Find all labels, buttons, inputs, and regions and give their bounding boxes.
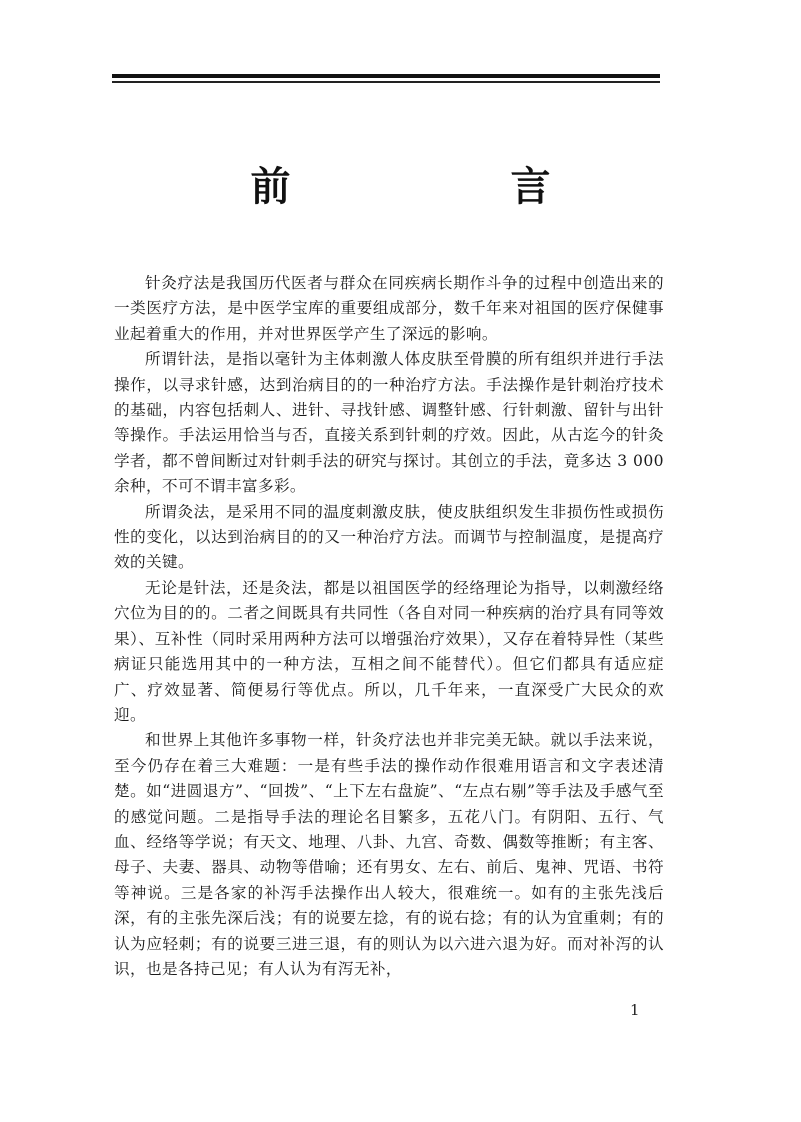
page-title: 前 言 bbox=[250, 163, 641, 210]
paragraph-4: 无论是针法，还是灸法，都是以祖国医学的经络理论为指导，以刺激经络穴位为目的的。二者之间既具有共同性（各自对同一种疾病的治疗具有同等效果）、互补性（同时采用两种方法可以增强治疗效果），又存在着特异性（某些病证只能选用其中的一种方法，互相之间不能替代）。但它们都具有适应症广、疗效显著、简便易行等优点。所以，几千年来，一直深受广大民众的欢迎。 bbox=[114, 578, 664, 724]
paragraph-1: 针灸疗法是我国历代医者与群众在同疾病长期作斗争的过程中创造出来的一类医疗方法，是中医学宝库的重要组成部分，数千年来对祖国的医疗保健事业起着重大的作用，并对世界医学产生了深远的影响。 bbox=[114, 274, 664, 343]
body-text bbox=[114, 271, 664, 982]
paragraph-5: 和世界上其他许多事物一样，针灸疗法也并非完美无缺。就以手法来说，至今仍存在着三大难题：一是有些手法的操作动作很难用语言和文字表述清楚。如“进圆退方”、“回拨”、“上下左右盘旋”、“左点右剔”等手法及手感气至的感觉问题。二是指导手法的理论名目繁多，五花八门。有阴阳、五行、气血、经络等学说；有天文、地理、八卦、九宫、奇数、偶数等推断；有主客、母子、夫妻、器具、动物等借喻；还有男女、左右、前后、鬼神、咒语、书符等神说。三是各家的补泻手法操作出人较大，很难统一。如有的主张先浅后深，有的主张先深后浅；有的说要左捻，有的说右捻；有的认为宜重刺；有的认为应轻刺；有的说要三进三退，有的则认为以六进六退为好。而对补泻的认识，也是各持己见；有人认为有泻无补， bbox=[114, 731, 664, 978]
header-rule-thick bbox=[112, 74, 660, 78]
paragraph-3: 所谓灸法，是采用不同的温度刺激皮肤，使皮肤组织发生非损伤性或损伤性的变化，以达到治病目的的又一种治疗方法。而调节与控制温度，是提高疗效的关键。 bbox=[114, 502, 664, 572]
paragraph-2: 所谓针法，是指以毫针为主体刺激人体皮肤至骨膜的所有组织并进行手法操作，以寻求针感，达到治病目的的一种治疗方法。手法操作是针刺治疗技术的基础，内容包括刺人、进针、寻找针感、调整针感、行针刺激、留针与出针等操作。手法运用恰当与否，直接关系到针刺的疗效。因此，从古迄今的针灸学者，都不曾间断过对针刺手法的研究与探讨。其创立的手法，竟多达 3 000 余种，不可不谓丰富多彩。 bbox=[114, 350, 664, 496]
page-number: 1 bbox=[630, 1001, 640, 1019]
header-rule-thin bbox=[112, 81, 660, 83]
